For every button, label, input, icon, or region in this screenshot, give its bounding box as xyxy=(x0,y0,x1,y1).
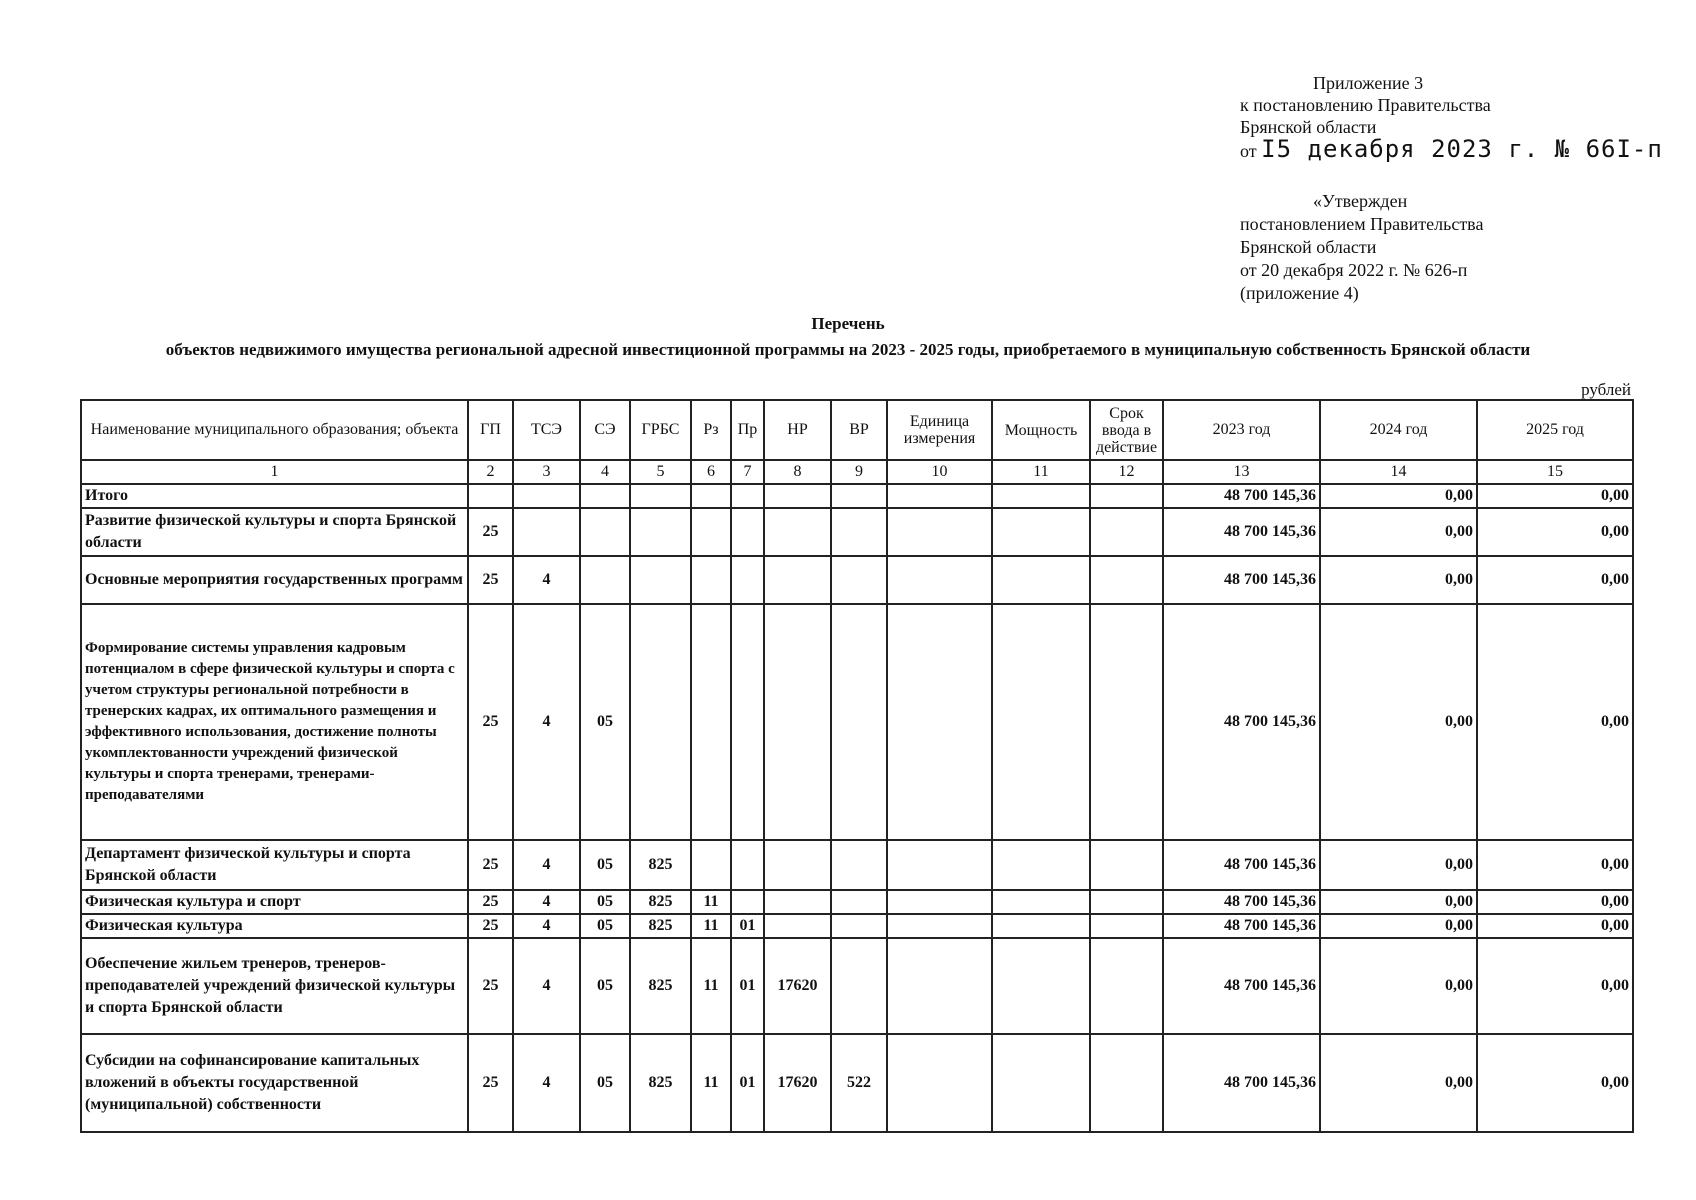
cell-2025: 0,00 xyxy=(1477,556,1633,604)
cell-2023: 48 700 145,36 xyxy=(1163,840,1320,890)
cell-power xyxy=(992,484,1090,508)
cell-se: 05 xyxy=(580,604,630,840)
cell-tse: 4 xyxy=(513,556,580,604)
cell-2024: 0,00 xyxy=(1320,508,1477,556)
col-number: 10 xyxy=(887,460,992,484)
cell-grbs xyxy=(630,604,691,840)
cell-power xyxy=(992,508,1090,556)
col-number: 5 xyxy=(630,460,691,484)
cell-2023: 48 700 145,36 xyxy=(1163,914,1320,938)
cell-nr xyxy=(764,890,831,914)
cell-power xyxy=(992,556,1090,604)
cell-se: 05 xyxy=(580,840,630,890)
cell-se: 05 xyxy=(580,938,630,1034)
cell-gp: 25 xyxy=(468,938,513,1034)
col-header-power: Мощность xyxy=(992,400,1090,460)
cell-tse: 4 xyxy=(513,938,580,1034)
cell-2025: 0,00 xyxy=(1477,508,1633,556)
cell-rz: 11 xyxy=(691,890,731,914)
cell-pr: 01 xyxy=(731,1034,764,1132)
cell-grbs xyxy=(630,556,691,604)
cell-pr xyxy=(731,508,764,556)
cell-gp: 25 xyxy=(468,556,513,604)
row-name: Физическая культура xyxy=(81,914,468,938)
row-name: Итого xyxy=(81,484,468,508)
cell-vr xyxy=(831,938,887,1034)
date-prefix: от xyxy=(1240,141,1257,161)
date-stamp: I5 декабря 2023 г. № 66I-п xyxy=(1261,135,1663,163)
approved-line-3: Брянской области xyxy=(1240,237,1377,257)
approved-line-1: «Утвержден xyxy=(1313,191,1408,211)
col-number: 12 xyxy=(1090,460,1163,484)
cell-vr xyxy=(831,604,887,840)
row-name: Субсидии на софинансирование капитальных вложений в объекты государственной (муниципальной) собственности xyxy=(81,1034,468,1132)
cell-nr xyxy=(764,604,831,840)
appendix-resolution: к постановлению Правительства xyxy=(1240,95,1491,115)
cell-rz xyxy=(691,604,731,840)
cell-unit xyxy=(887,556,992,604)
row-name: Физическая культура и спорт xyxy=(81,890,468,914)
cell-2025: 0,00 xyxy=(1477,840,1633,890)
cell-pr xyxy=(731,604,764,840)
cell-2024: 0,00 xyxy=(1320,1034,1477,1132)
cell-grbs xyxy=(630,484,691,508)
row-name: Департамент физической культуры и спорта Брянской области xyxy=(81,840,468,890)
cell-power xyxy=(992,938,1090,1034)
cell-vr xyxy=(831,840,887,890)
cell-unit xyxy=(887,604,992,840)
cell-power xyxy=(992,890,1090,914)
cell-power xyxy=(992,840,1090,890)
cell-2023: 48 700 145,36 xyxy=(1163,1034,1320,1132)
cell-term xyxy=(1090,938,1163,1034)
col-number: 9 xyxy=(831,460,887,484)
col-header-pr: Пр xyxy=(731,400,764,460)
cell-tse: 4 xyxy=(513,604,580,840)
cell-gp: 25 xyxy=(468,914,513,938)
approved-line-2: постановлением Правительства xyxy=(1240,214,1484,234)
cell-grbs: 825 xyxy=(630,840,691,890)
cell-2024: 0,00 xyxy=(1320,484,1477,508)
col-number: 3 xyxy=(513,460,580,484)
cell-gp: 25 xyxy=(468,890,513,914)
cell-term xyxy=(1090,840,1163,890)
approved-line-5: (приложение 4) xyxy=(1240,283,1359,303)
document-subtitle: объектов недвижимого имущества региональной адресной инвестиционной программы на 2023 - 2025 годы, приобретаемого в муниципальную собственность Брянской области xyxy=(165,340,1531,359)
cell-grbs: 825 xyxy=(630,890,691,914)
row-name: Обеспечение жильем тренеров, тренеров-преподавателей учреждений физической культуры и спорта Брянской области xyxy=(81,938,468,1034)
cell-2023: 48 700 145,36 xyxy=(1163,556,1320,604)
cell-unit xyxy=(887,484,992,508)
cell-tse xyxy=(513,508,580,556)
cell-gp: 25 xyxy=(468,840,513,890)
appendix-date xyxy=(1240,135,1680,163)
investment-table xyxy=(80,399,1634,1133)
col-header-rz: Рз xyxy=(691,400,731,460)
table-row xyxy=(81,1034,1633,1132)
cell-2025: 0,00 xyxy=(1477,1034,1633,1132)
cell-term xyxy=(1090,604,1163,840)
cell-term xyxy=(1090,890,1163,914)
cell-vr xyxy=(831,484,887,508)
table-row xyxy=(81,484,1633,508)
cell-2023: 48 700 145,36 xyxy=(1163,604,1320,840)
cell-unit xyxy=(887,840,992,890)
units-label: рублей xyxy=(1581,380,1631,399)
cell-pr xyxy=(731,484,764,508)
cell-vr xyxy=(831,890,887,914)
cell-rz xyxy=(691,840,731,890)
appendix-number: Приложение 3 xyxy=(1313,73,1424,93)
col-number: 13 xyxy=(1163,460,1320,484)
cell-pr xyxy=(731,556,764,604)
cell-se xyxy=(580,484,630,508)
table-row xyxy=(81,604,1633,840)
col-header-nr: НР xyxy=(764,400,831,460)
col-number: 15 xyxy=(1477,460,1633,484)
col-header-2024: 2024 год xyxy=(1320,400,1477,460)
cell-2024: 0,00 xyxy=(1320,840,1477,890)
col-number: 1 xyxy=(81,460,468,484)
col-header-name: Наименование муниципального образования; объекта xyxy=(81,400,468,460)
cell-2024: 0,00 xyxy=(1320,914,1477,938)
cell-vr xyxy=(831,556,887,604)
cell-se xyxy=(580,508,630,556)
cell-tse: 4 xyxy=(513,1034,580,1132)
cell-2023: 48 700 145,36 xyxy=(1163,484,1320,508)
col-number: 6 xyxy=(691,460,731,484)
cell-2024: 0,00 xyxy=(1320,604,1477,840)
row-name: Формирование системы управления кадровым потенциалом в сфере физической культуры и спорта с учетом структуры региональной потребности в тренерских кадрах, их оптимального размещения и эффективного использования, достижение полноты укомплектованности учреждений физической культуры и спорта тренерами, тренерами-преподавателями xyxy=(81,604,468,840)
cell-2025: 0,00 xyxy=(1477,484,1633,508)
row-name: Основные мероприятия государственных программ xyxy=(81,556,468,604)
cell-tse xyxy=(513,484,580,508)
cell-term xyxy=(1090,556,1163,604)
table-row xyxy=(81,556,1633,604)
cell-rz: 11 xyxy=(691,938,731,1034)
cell-tse: 4 xyxy=(513,914,580,938)
cell-unit xyxy=(887,508,992,556)
table-row xyxy=(81,840,1633,890)
cell-term xyxy=(1090,508,1163,556)
col-header-gp: ГП xyxy=(468,400,513,460)
table-column-numbers-row xyxy=(81,460,1633,484)
table-row xyxy=(81,914,1633,938)
cell-vr xyxy=(831,508,887,556)
cell-nr xyxy=(764,914,831,938)
cell-tse: 4 xyxy=(513,890,580,914)
cell-grbs: 825 xyxy=(630,914,691,938)
col-number: 2 xyxy=(468,460,513,484)
cell-grbs xyxy=(630,508,691,556)
cell-rz xyxy=(691,508,731,556)
cell-gp xyxy=(468,484,513,508)
cell-term xyxy=(1090,1034,1163,1132)
col-header-term: Срок ввода в действие xyxy=(1090,400,1163,460)
approved-line-4: от 20 декабря 2022 г. № 626-п xyxy=(1240,260,1468,280)
appendix-header xyxy=(1240,72,1680,162)
table-row xyxy=(81,890,1633,914)
cell-nr xyxy=(764,840,831,890)
cell-unit xyxy=(887,890,992,914)
col-number: 14 xyxy=(1320,460,1477,484)
cell-se: 05 xyxy=(580,890,630,914)
cell-se: 05 xyxy=(580,1034,630,1132)
cell-unit xyxy=(887,1034,992,1132)
cell-nr: 17620 xyxy=(764,1034,831,1132)
table-row xyxy=(81,508,1633,556)
cell-gp: 25 xyxy=(468,508,513,556)
cell-nr xyxy=(764,508,831,556)
cell-grbs: 825 xyxy=(630,1034,691,1132)
approved-header xyxy=(1240,190,1680,305)
col-header-grbs: ГРБС xyxy=(630,400,691,460)
table-row xyxy=(81,938,1633,1034)
document-title: Перечень xyxy=(811,314,885,333)
cell-rz xyxy=(691,556,731,604)
cell-2023: 48 700 145,36 xyxy=(1163,890,1320,914)
cell-pr: 01 xyxy=(731,938,764,1034)
cell-pr xyxy=(731,890,764,914)
col-header-unit: Единица измерения xyxy=(887,400,992,460)
cell-nr xyxy=(764,556,831,604)
col-header-2025: 2025 год xyxy=(1477,400,1633,460)
cell-rz: 11 xyxy=(691,1034,731,1132)
cell-unit xyxy=(887,914,992,938)
cell-2024: 0,00 xyxy=(1320,890,1477,914)
cell-2023: 48 700 145,36 xyxy=(1163,938,1320,1034)
cell-pr: 01 xyxy=(731,914,764,938)
cell-2024: 0,00 xyxy=(1320,556,1477,604)
appendix-region: Брянской области xyxy=(1240,117,1377,137)
cell-power xyxy=(992,604,1090,840)
cell-nr: 17620 xyxy=(764,938,831,1034)
cell-2023: 48 700 145,36 xyxy=(1163,508,1320,556)
cell-2025: 0,00 xyxy=(1477,604,1633,840)
cell-power xyxy=(992,914,1090,938)
cell-2025: 0,00 xyxy=(1477,890,1633,914)
table-header-row xyxy=(81,400,1633,460)
cell-vr xyxy=(831,914,887,938)
cell-rz xyxy=(691,484,731,508)
cell-rz: 11 xyxy=(691,914,731,938)
col-number: 11 xyxy=(992,460,1090,484)
cell-vr: 522 xyxy=(831,1034,887,1132)
cell-gp: 25 xyxy=(468,604,513,840)
cell-term xyxy=(1090,484,1163,508)
cell-pr xyxy=(731,840,764,890)
col-header-vr: ВР xyxy=(831,400,887,460)
cell-2025: 0,00 xyxy=(1477,938,1633,1034)
cell-gp: 25 xyxy=(468,1034,513,1132)
cell-unit xyxy=(887,938,992,1034)
cell-se xyxy=(580,556,630,604)
cell-power xyxy=(992,1034,1090,1132)
cell-tse: 4 xyxy=(513,840,580,890)
cell-grbs: 825 xyxy=(630,938,691,1034)
col-number: 8 xyxy=(764,460,831,484)
cell-2025: 0,00 xyxy=(1477,914,1633,938)
col-header-2023: 2023 год xyxy=(1163,400,1320,460)
col-header-tse: ТСЭ xyxy=(513,400,580,460)
cell-term xyxy=(1090,914,1163,938)
row-name: Развитие физической культуры и спорта Брянской области xyxy=(81,508,468,556)
col-number: 4 xyxy=(580,460,630,484)
cell-nr xyxy=(764,484,831,508)
col-header-se: СЭ xyxy=(580,400,630,460)
col-number: 7 xyxy=(731,460,764,484)
cell-se: 05 xyxy=(580,914,630,938)
cell-2024: 0,00 xyxy=(1320,938,1477,1034)
